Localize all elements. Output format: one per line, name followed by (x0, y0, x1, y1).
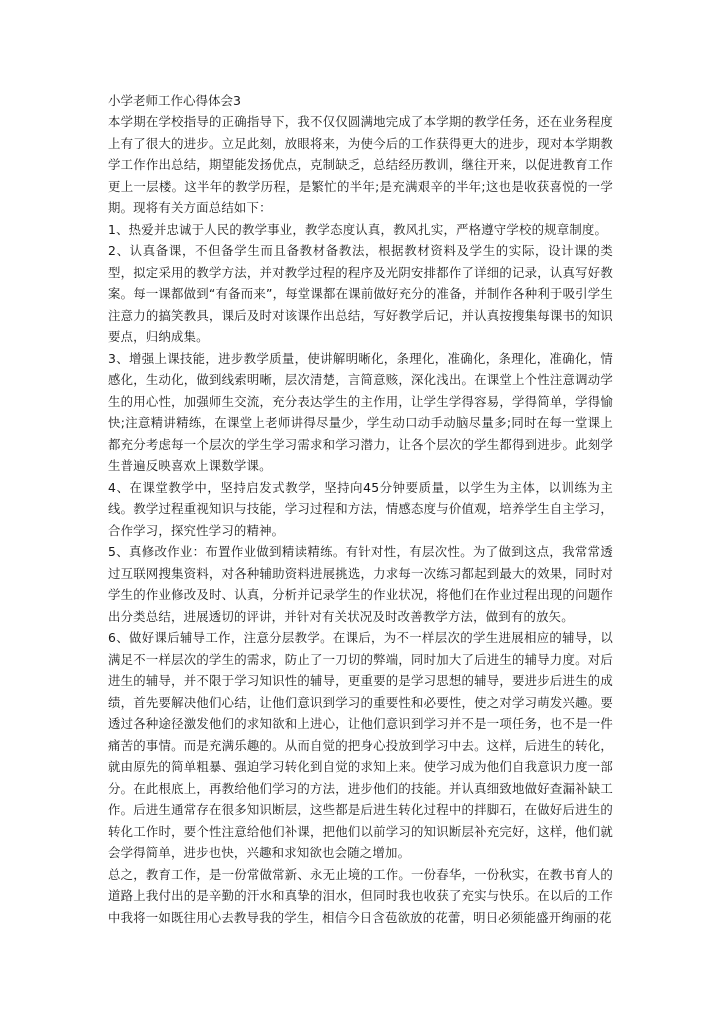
paragraph-item-5: 5、真修改作业：布置作业做到精读精练。有针对性，有层次性。为了做到这点，我常常透过互联网搜集资料，对各种辅助资料进展挑选，力求每一次练习都起到最大的效果，同时对学生的作业修改及时、认真，分析并记录学生的作业状况，将他们在作业过程出现的问题作出分类总结，进展透切的评讲，并针对有关状况及时改善教学方法，做到有的放矢。 (108, 544, 613, 624)
paragraph-item-2: 2、认真备课，不但备学生而且备教材备教法，根据教材资料及学生的实际，设计课的类型，拟定采用的教学方法，并对教学过程的程序及光阴安排都作了详细的记录，认真写好教案。每一课都做到“有备而来”，每堂课都在课前做好充分的准备，并制作各种利于吸引学生注意力的搞笑教具，课后及时对该课作出总结，写好教学后记，并认真按搜集每课书的知识要点，归纳成集。 (108, 243, 613, 344)
paragraph-item-3: 3、增强上课技能，进步教学质量，使讲解明晰化，条理化，准确化，条理化，准确化，情感化，生动化，做到线索明晰，层次清楚，言简意赅，深化浅出。在课堂上个性注意调动学生的用心性，加强师生交流，充分表达学生的主作用，让学生学得容易，学得简单，学得愉快;注意精讲精练，在课堂上老师讲得尽量少，学生动口动手动脑尽量多;同时在每一堂课上都充分考虑每一个层次的学生学习需求和学习潜力，让各个层次的学生都得到进步。此刻学生普遍反映喜欢上课数学课。 (108, 350, 613, 473)
document-title: 小学老师工作心得体会3 (108, 93, 241, 108)
paragraph-intro: 本学期在学校指导的正确指导下，我不仅仅圆满地完成了本学期的教学任务，还在业务程度上有了很大的进步。立足此刻，放眼将来，为使今后的工作获得更大的进步，现对本学期教学工作作出总结，期望能发扬优点，克制缺乏，总结经历教训，继往开来，以促进教育工作更上一层楼。这半年的教学历程，是繁忙的半年;是充满艰辛的半年;这也是收获喜悦的一学期。现将有关方面总结如下： (108, 114, 613, 215)
document-page (108, 90, 613, 928)
paragraph-conclusion: 总之，教育工作，是一份常做常新、永无止境的工作。一份春华，一份秋实，在教书育人的道路上我付出的是辛勤的汗水和真挚的泪水，但同时我也收获了充实与快乐。在以后的工作中我将一如既往用心去教导我的学生，相信今日含苞欲放的花蕾，明日必须能盛开绚丽的花 (108, 866, 613, 925)
paragraph-item-6: 6、做好课后辅导工作，注意分层教学。在课后，为不一样层次的学生进展相应的辅导，以满足不一样层次的学生的需求，防止了一刀切的弊端，同时加大了后进生的辅导力度。对后进生的辅导，并不限于学习知识性的辅导，更重要的是学习思想的辅导，要进步后进生的成绩，首先要解决他们心结，让他们意识到学习的重要性和必要性，使之对学习萌发兴趣。要透过各种途径激发他们的求知欲和上进心，让他们意识到学习并不是一项任务，也不是一件痛苦的事情。而是充满乐趣的。从而自觉的把身心投放到学习中去。这样，后进生的转化，就由原先的简单粗暴、强迫学习转化到自觉的求知上来。使学习成为他们自我意识力度一部分。在此根底上，再教给他们学习的方法，进步他们的技能。并认真细致地做好查漏补缺工作。后进生通常存在很多知识断层，这些都是后进生转化过程中的拌脚石，在做好后进生的转化工作时，要个性注意给他们补课，把他们以前学习的知识断层补充完好，这样，他们就会学得简单，进步也快，兴趣和求知欲也会随之增加。 (108, 630, 613, 860)
paragraph-item-4: 4、在课堂教学中，坚持启发式教学，坚持向45分钟要质量，以学生为主体，以训练为主线。教学过程重视知识与技能，学习过程和方法，情感态度与价值观，培养学生自主学习，合作学习，探究性学习的精神。 (108, 479, 613, 538)
paragraph-item-1: 1、热爱并忠诚于人民的教学事业，教学态度认真，教风扎实，严格遵守学校的规章制度。 (108, 221, 608, 237)
